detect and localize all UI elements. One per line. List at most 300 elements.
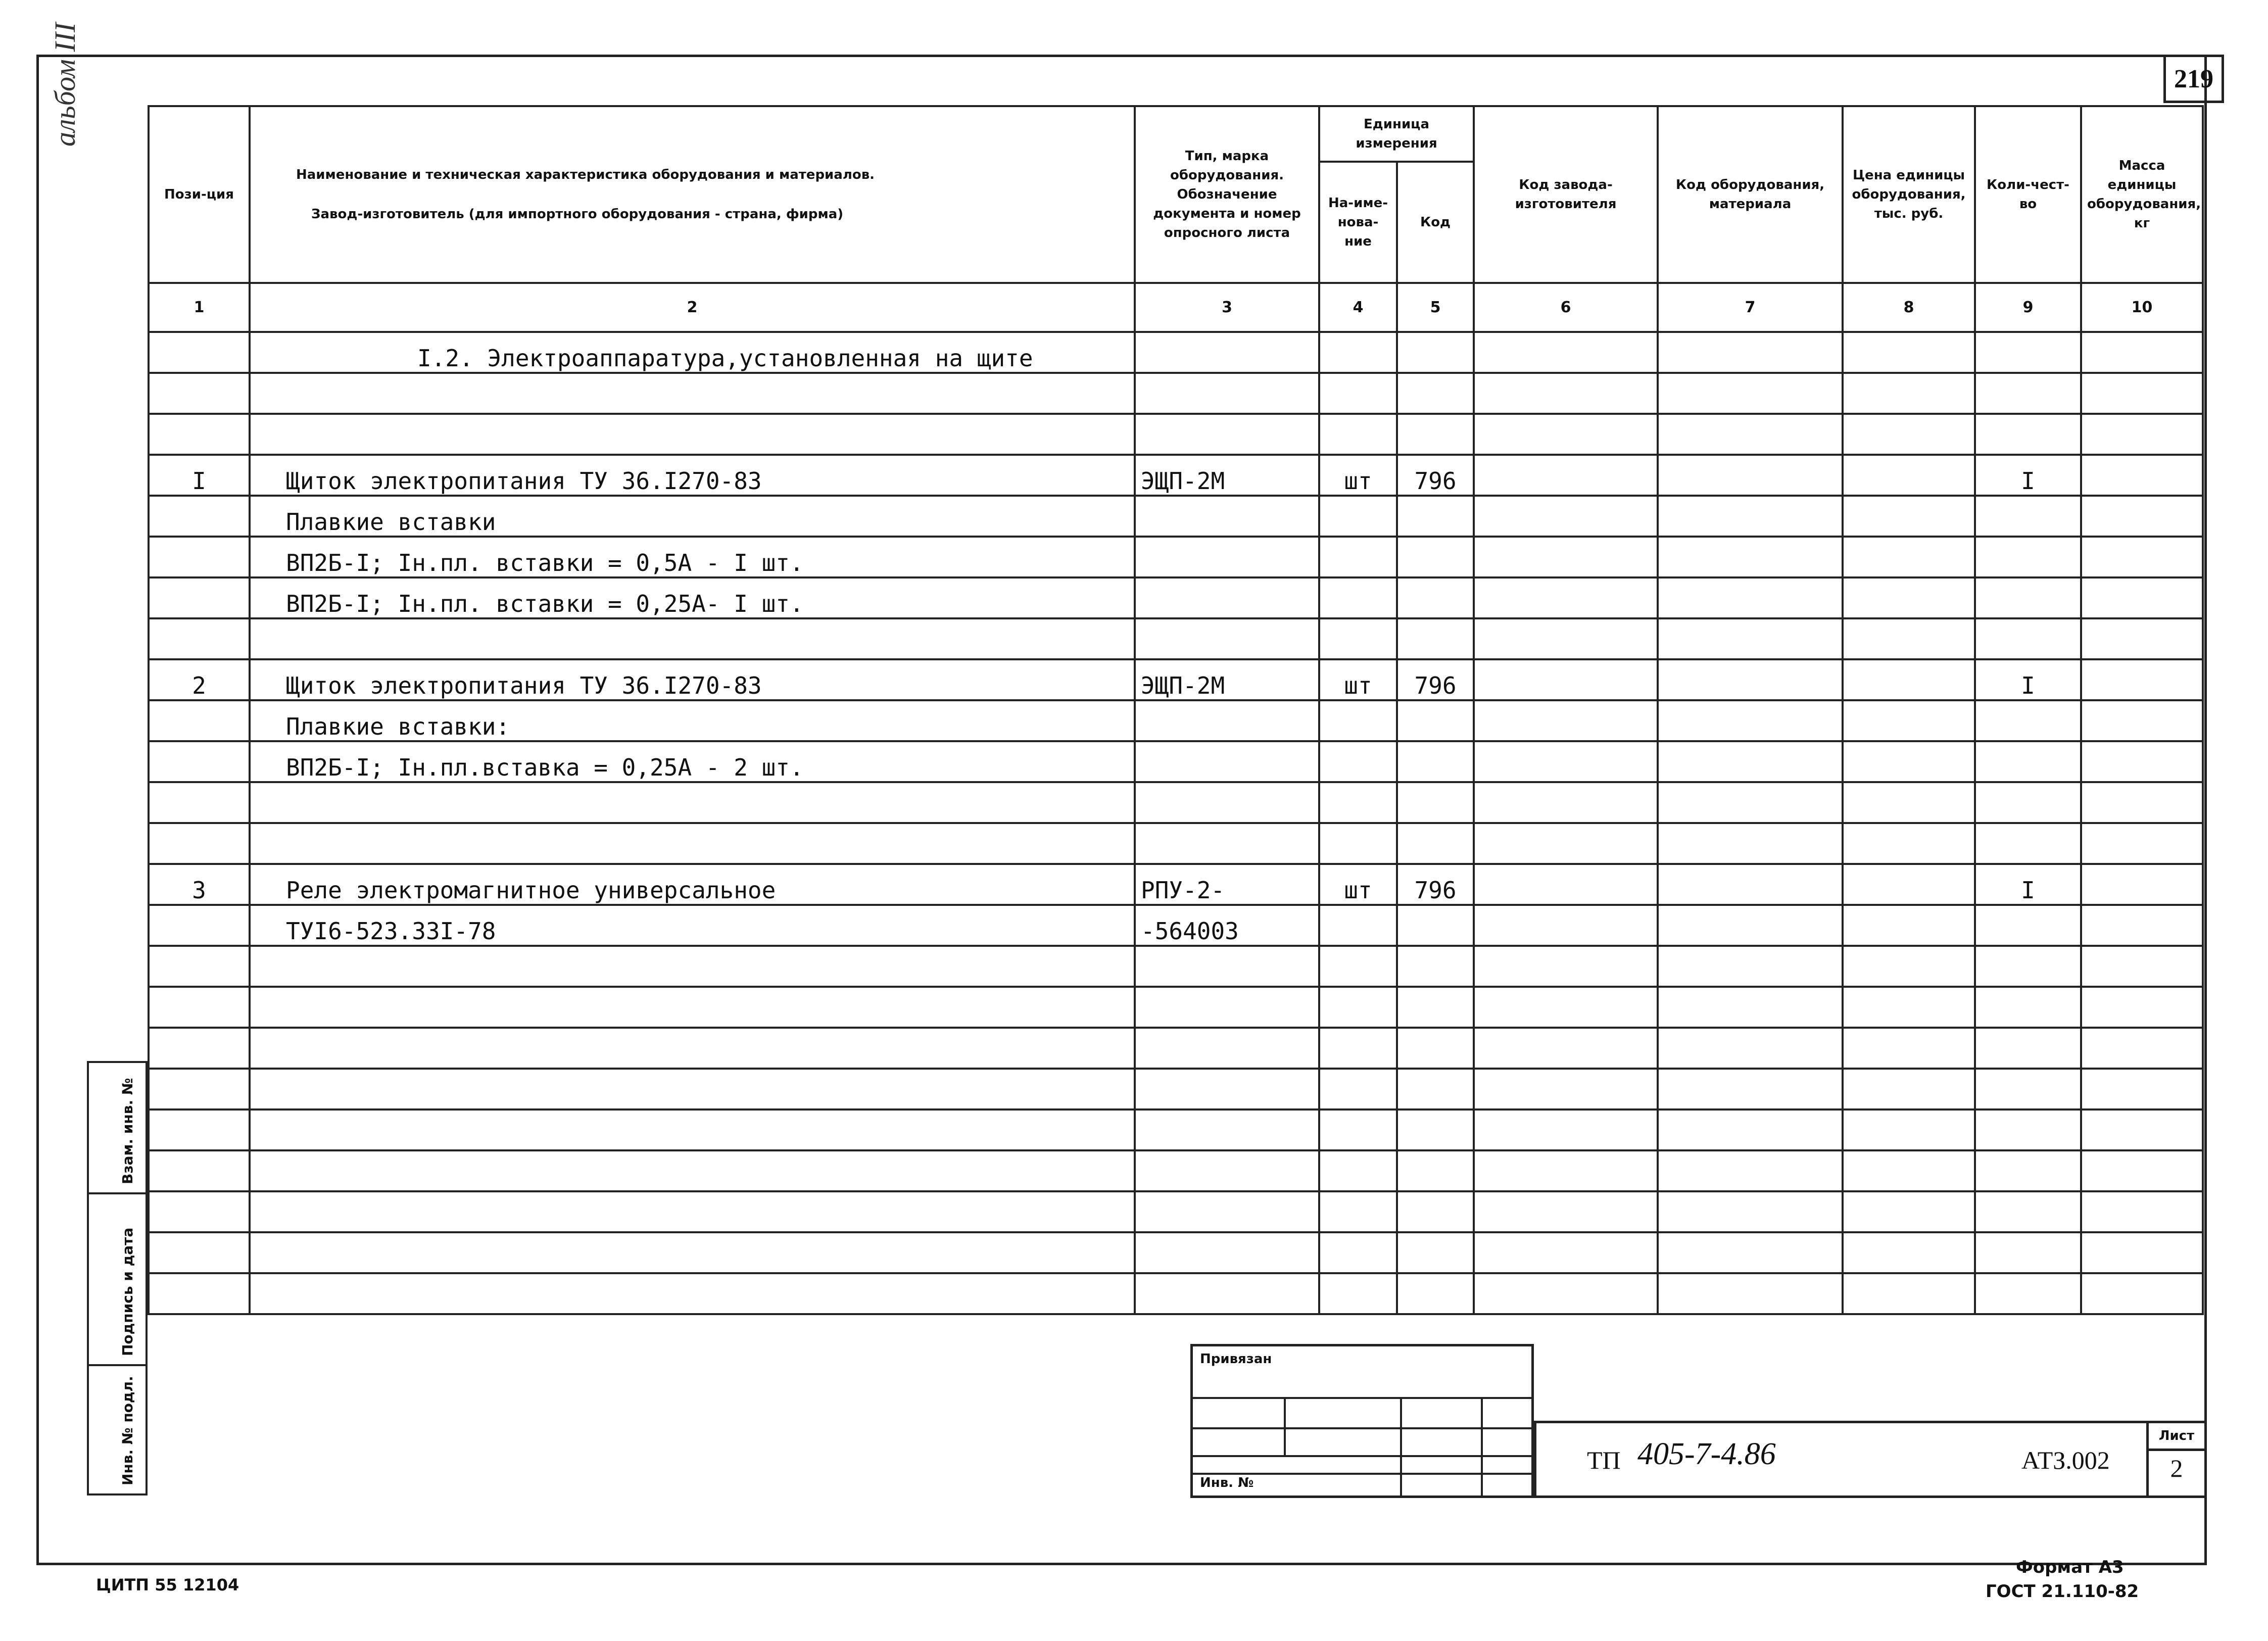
cell-type: -564003	[1135, 905, 1319, 946]
cell-position	[149, 905, 250, 946]
cell-mass	[2081, 741, 2203, 782]
cell-factory-code	[1474, 741, 1658, 782]
cell-unit-name	[1319, 618, 1397, 659]
cell-name	[250, 1191, 1135, 1232]
sheet-code: АТЗ.002	[2021, 1446, 2110, 1474]
cell-unit-code	[1397, 1150, 1474, 1191]
cell-name	[250, 414, 1135, 455]
cell-mass	[2081, 700, 2203, 741]
table-row	[149, 577, 2203, 618]
header-name	[250, 106, 1135, 283]
cell-factory-code	[1474, 618, 1658, 659]
cell-type	[1135, 577, 1319, 618]
cell-price	[1843, 741, 1975, 782]
cell-equipment-code	[1658, 1109, 1843, 1150]
table-row	[149, 741, 2203, 782]
cell-quantity	[1975, 1273, 2081, 1314]
cell-type	[1135, 946, 1319, 987]
cell-name	[250, 618, 1135, 659]
table-row	[149, 1028, 2203, 1069]
header-price: Цена единицы оборудования, тыс. руб.	[1843, 106, 1975, 283]
cell-unit-code: 796	[1397, 455, 1474, 496]
cell-mass	[2081, 782, 2203, 823]
cell-unit-code	[1397, 987, 1474, 1028]
cell-factory-code	[1474, 455, 1658, 496]
cell-unit-code	[1397, 823, 1474, 864]
cell-factory-code	[1474, 1069, 1658, 1109]
cell-unit-name: шт	[1319, 864, 1397, 905]
table-row	[149, 864, 2203, 905]
cell-factory-code	[1474, 373, 1658, 414]
cell-unit-name	[1319, 1109, 1397, 1150]
cell-type	[1135, 1028, 1319, 1069]
cell-unit-name	[1319, 905, 1397, 946]
side-label-signature: Подпись и дата	[119, 1227, 136, 1356]
cell-factory-code	[1474, 1273, 1658, 1314]
col-number: 4	[1319, 283, 1397, 332]
cell-unit-name	[1319, 823, 1397, 864]
cell-price	[1843, 659, 1975, 700]
cell-factory-code	[1474, 1028, 1658, 1069]
cell-name: Плавкие вставки:	[250, 700, 1135, 741]
cell-position	[149, 414, 250, 455]
cell-unit-code	[1397, 373, 1474, 414]
cell-type	[1135, 537, 1319, 577]
cell-unit-name: шт	[1319, 659, 1397, 700]
cell-price	[1843, 618, 1975, 659]
col-number: 8	[1843, 283, 1975, 332]
col-number: 6	[1474, 283, 1658, 332]
cell-price	[1843, 1069, 1975, 1109]
cell-unit-name	[1319, 700, 1397, 741]
cell-name	[250, 987, 1135, 1028]
cell-factory-code	[1474, 1191, 1658, 1232]
cell-price	[1843, 700, 1975, 741]
cell-mass	[2081, 1273, 2203, 1314]
col-number: 3	[1135, 283, 1319, 332]
cell-unit-code	[1397, 414, 1474, 455]
cell-name	[250, 1150, 1135, 1191]
cell-price	[1843, 1273, 1975, 1314]
cell-mass	[2081, 987, 2203, 1028]
cell-factory-code	[1474, 700, 1658, 741]
table-row	[149, 537, 2203, 577]
cell-unit-code: 796	[1397, 864, 1474, 905]
cell-equipment-code	[1658, 700, 1843, 741]
cell-position	[149, 618, 250, 659]
cell-position	[149, 1273, 250, 1314]
cell-equipment-code	[1658, 496, 1843, 537]
cell-unit-name	[1319, 782, 1397, 823]
cell-type	[1135, 823, 1319, 864]
sheet-number: 2	[2170, 1454, 2183, 1482]
cell-name	[250, 1232, 1135, 1273]
cell-unit-code: 796	[1397, 659, 1474, 700]
cell-equipment-code	[1658, 1028, 1843, 1069]
cell-type	[1135, 1069, 1319, 1109]
cell-quantity	[1975, 987, 2081, 1028]
cell-type	[1135, 741, 1319, 782]
cell-mass	[2081, 659, 2203, 700]
cell-unit-code	[1397, 905, 1474, 946]
cell-equipment-code	[1658, 1273, 1843, 1314]
cell-mass	[2081, 455, 2203, 496]
cell-mass	[2081, 618, 2203, 659]
cell-mass	[2081, 905, 2203, 946]
cell-unit-name: шт	[1319, 455, 1397, 496]
cell-price	[1843, 455, 1975, 496]
side-label-replacement: Взам. инв. №	[119, 1078, 136, 1184]
cell-quantity	[1975, 577, 2081, 618]
stamp-line	[1284, 1397, 1286, 1455]
cell-factory-code	[1474, 414, 1658, 455]
cell-unit-name	[1319, 373, 1397, 414]
cell-name: ВП2Б-I; Iн.пл. вставки = 0,25А- I шт.	[250, 577, 1135, 618]
col-number: 9	[1975, 283, 2081, 332]
cell-price	[1843, 1028, 1975, 1069]
col-number: 5	[1397, 283, 1474, 332]
cell-quantity	[1975, 373, 2081, 414]
cell-quantity	[1975, 823, 2081, 864]
cell-unit-code	[1397, 700, 1474, 741]
table-row	[149, 618, 2203, 659]
cell-unit-name	[1319, 414, 1397, 455]
table-row	[149, 1069, 2203, 1109]
cell-position	[149, 1232, 250, 1273]
cell-equipment-code	[1658, 741, 1843, 782]
cell-quantity	[1975, 741, 2081, 782]
cell-quantity	[1975, 700, 2081, 741]
cell-position	[149, 741, 250, 782]
cell-factory-code	[1474, 782, 1658, 823]
cell-name: Реле электромагнитное универсальное	[250, 864, 1135, 905]
cell-position	[149, 700, 250, 741]
cell-quantity	[1975, 496, 2081, 537]
table-row	[149, 373, 2203, 414]
cell-equipment-code	[1658, 1232, 1843, 1273]
cell-mass	[2081, 577, 2203, 618]
cell-position	[149, 577, 250, 618]
cell-name: Щиток электропитания ТУ 36.I270-83	[250, 455, 1135, 496]
cell-type	[1135, 1109, 1319, 1150]
table-row	[149, 700, 2203, 741]
cell-equipment-code	[1658, 618, 1843, 659]
cell-price	[1843, 577, 1975, 618]
cell-factory-code	[1474, 659, 1658, 700]
cell-equipment-code	[1658, 1191, 1843, 1232]
cell-equipment-code	[1658, 905, 1843, 946]
cell-mass	[2081, 1028, 2203, 1069]
cell-factory-code	[1474, 1109, 1658, 1150]
cell-unit-name	[1319, 1028, 1397, 1069]
footer-gost: ГОСТ 21.110-82	[1986, 1581, 2139, 1602]
footer-left-code: ЦИТП 55 12104	[96, 1575, 239, 1595]
cell-quantity: I	[1975, 659, 2081, 700]
cell-quantity	[1975, 1232, 2081, 1273]
cell-equipment-code	[1658, 414, 1843, 455]
cell-mass	[2081, 1109, 2203, 1150]
cell-factory-code	[1474, 496, 1658, 537]
cell-type	[1135, 700, 1319, 741]
cell-mass	[2081, 1150, 2203, 1191]
cell-unit-name	[1319, 537, 1397, 577]
cell-equipment-code	[1658, 946, 1843, 987]
cell-unit-name	[1319, 1232, 1397, 1273]
cell-equipment-code	[1658, 373, 1843, 414]
cell-unit-name	[1319, 577, 1397, 618]
cell-type	[1135, 1150, 1319, 1191]
cell-equipment-code	[1658, 823, 1843, 864]
header-type: Тип, марка оборудования. Обозначение документа и номер опросного листа	[1135, 106, 1319, 283]
cell-equipment-code	[1658, 537, 1843, 577]
cell-type	[1135, 1273, 1319, 1314]
cell-position	[149, 946, 250, 987]
cell-factory-code	[1474, 1232, 1658, 1273]
cell-position: 3	[149, 864, 250, 905]
side-cell	[89, 1194, 146, 1366]
col-number: 2	[250, 283, 1135, 332]
cell-price	[1843, 496, 1975, 537]
cell-mass	[2081, 864, 2203, 905]
title-block	[1534, 1421, 2207, 1498]
cell-equipment-code	[1658, 455, 1843, 496]
cell-name: ТУI6-523.33I-78	[250, 905, 1135, 946]
side-label-inventory: Инв. № подл.	[119, 1376, 136, 1485]
table-row	[149, 946, 2203, 987]
cell-unit-code	[1397, 537, 1474, 577]
cell-price	[1843, 823, 1975, 864]
cell-factory-code	[1474, 537, 1658, 577]
cell-quantity	[1975, 618, 2081, 659]
col-number: 1	[149, 283, 250, 332]
cell-type	[1135, 1232, 1319, 1273]
cell-position	[149, 373, 250, 414]
cell-price	[1843, 1232, 1975, 1273]
cell-unit-name	[1319, 1150, 1397, 1191]
cell-quantity	[1975, 946, 2081, 987]
cell-mass	[2081, 1191, 2203, 1232]
page-number: 219	[2163, 55, 2224, 103]
cell-type	[1135, 373, 1319, 414]
cell-type	[1135, 414, 1319, 455]
table-row	[149, 1109, 2203, 1150]
cell-price	[1843, 1150, 1975, 1191]
inventory-label: Инв. №	[1200, 1475, 1254, 1490]
header-unit-name: На-име-нова-ние	[1319, 162, 1397, 283]
cell-unit-name	[1319, 946, 1397, 987]
cell-factory-code	[1474, 1150, 1658, 1191]
table-row	[149, 1150, 2203, 1191]
cell-factory-code	[1474, 577, 1658, 618]
cell-factory-code	[1474, 864, 1658, 905]
table-row	[149, 455, 2203, 496]
cell-quantity	[1975, 1028, 2081, 1069]
cell-unit-code	[1397, 618, 1474, 659]
cell-name: Щиток электропитания ТУ 36.I270-83	[250, 659, 1135, 700]
stamp-line	[1400, 1397, 1402, 1498]
handwritten-album-note: альбом III	[49, 22, 81, 147]
cell-unit-name	[1319, 987, 1397, 1028]
cell-quantity: I	[1975, 455, 2081, 496]
cell-equipment-code	[1658, 782, 1843, 823]
cell-name	[250, 1273, 1135, 1314]
cell-price	[1843, 782, 1975, 823]
col-number: 10	[2081, 283, 2203, 332]
header-name-line2: Завод-изготовитель (для импортного оборудования - страна, фирма)	[311, 207, 844, 222]
cell-quantity	[1975, 905, 2081, 946]
cell-type	[1135, 782, 1319, 823]
table-row	[149, 987, 2203, 1028]
cell-unit-code	[1397, 1109, 1474, 1150]
cell-position	[149, 537, 250, 577]
cell-position	[149, 987, 250, 1028]
cell-price	[1843, 373, 1975, 414]
cell-type	[1135, 1191, 1319, 1232]
cell-name	[250, 782, 1135, 823]
cell-position	[149, 1191, 250, 1232]
cell-unit-code	[1397, 1273, 1474, 1314]
approval-side-strip	[87, 1061, 148, 1495]
cell-position	[149, 1150, 250, 1191]
cell-position: I	[149, 455, 250, 496]
table-row	[149, 659, 2203, 700]
cell-name	[250, 823, 1135, 864]
cell-equipment-code	[1658, 987, 1843, 1028]
cell-quantity	[1975, 782, 2081, 823]
header-unit-code: Код	[1397, 162, 1474, 283]
cell-price	[1843, 414, 1975, 455]
title-code: ТП	[1587, 1446, 1621, 1474]
cell-mass	[2081, 537, 2203, 577]
cell-unit-code	[1397, 1191, 1474, 1232]
side-cell	[89, 1063, 146, 1194]
col-number: 7	[1658, 283, 1843, 332]
cell-quantity: I	[1975, 864, 2081, 905]
cell-quantity	[1975, 414, 2081, 455]
table-row	[149, 496, 2203, 537]
cell-mass	[2081, 1232, 2203, 1273]
cell-unit-name	[1319, 496, 1397, 537]
cell-name	[250, 373, 1135, 414]
cell-name	[250, 1069, 1135, 1109]
cell-mass	[2081, 414, 2203, 455]
cell-price	[1843, 537, 1975, 577]
cell-quantity	[1975, 1150, 2081, 1191]
stamp-line	[1481, 1397, 1483, 1498]
header-unit: Единица измерения	[1319, 106, 1474, 162]
cell-factory-code	[1474, 987, 1658, 1028]
cell-name: Плавкие вставки	[250, 496, 1135, 537]
cell-unit-code	[1397, 741, 1474, 782]
cell-factory-code	[1474, 905, 1658, 946]
cell-unit-code	[1397, 782, 1474, 823]
cell-quantity	[1975, 537, 2081, 577]
cell-unit-code	[1397, 1232, 1474, 1273]
header-position: Пози-ция	[149, 106, 250, 283]
cell-unit-code	[1397, 1028, 1474, 1069]
cell-unit-name	[1319, 1069, 1397, 1109]
header-factory-code: Код завода-изготовителя	[1474, 106, 1658, 283]
cell-type: РПУ-2-	[1135, 864, 1319, 905]
cell-name	[250, 1028, 1135, 1069]
cell-factory-code	[1474, 946, 1658, 987]
cell-price	[1843, 864, 1975, 905]
cell-equipment-code	[1658, 1069, 1843, 1109]
side-cell	[89, 1366, 146, 1495]
cell-type	[1135, 618, 1319, 659]
cell-mass	[2081, 1069, 2203, 1109]
cell-position: 2	[149, 659, 250, 700]
cell-quantity	[1975, 1069, 2081, 1109]
table-row	[149, 1232, 2203, 1273]
binding-stamp	[1190, 1344, 1534, 1498]
stamp-title: Привязан	[1200, 1352, 1272, 1367]
cell-name: ВП2Б-I; Iн.пл.вставка = 0,25А - 2 шт.	[250, 741, 1135, 782]
cell-position	[149, 1109, 250, 1150]
cell-mass	[2081, 373, 2203, 414]
cell-position	[149, 496, 250, 537]
header-name-line1: Наименование и техническая характеристика оборудования и материалов.	[296, 167, 875, 182]
cell-factory-code	[1474, 823, 1658, 864]
header-equipment-code: Код оборудования, материала	[1658, 106, 1843, 283]
specification-table	[148, 105, 2204, 1315]
table-row	[149, 1191, 2203, 1232]
cell-unit-name	[1319, 1191, 1397, 1232]
cell-unit-name	[1319, 741, 1397, 782]
table-row	[149, 414, 2203, 455]
cell-name	[250, 946, 1135, 987]
section-title: I.2. Электроаппаратура,установленная на щите	[250, 332, 1135, 373]
cell-price	[1843, 1191, 1975, 1232]
header-mass: Масса единицы оборудования, кг	[2081, 106, 2203, 283]
sheet-box	[2146, 1423, 2204, 1495]
cell-type: ЭЩП-2М	[1135, 659, 1319, 700]
table-row	[149, 905, 2203, 946]
cell-equipment-code	[1658, 1150, 1843, 1191]
cell-position	[149, 823, 250, 864]
cell-unit-code	[1397, 946, 1474, 987]
cell-type: ЭЩП-2М	[1135, 455, 1319, 496]
cell-price	[1843, 946, 1975, 987]
cell-position	[149, 1069, 250, 1109]
cell-mass	[2081, 946, 2203, 987]
cell-quantity	[1975, 1191, 2081, 1232]
cell-unit-code	[1397, 577, 1474, 618]
cell-equipment-code	[1658, 864, 1843, 905]
cell-mass	[2081, 823, 2203, 864]
sheet-label: Лист	[2149, 1423, 2204, 1451]
cell-type	[1135, 987, 1319, 1028]
cell-quantity	[1975, 1109, 2081, 1150]
cell-equipment-code	[1658, 659, 1843, 700]
cell-position	[149, 1028, 250, 1069]
cell-price	[1843, 987, 1975, 1028]
cell-unit-name	[1319, 1273, 1397, 1314]
cell-name	[250, 1109, 1135, 1150]
header-quantity: Коли-чест-во	[1975, 106, 2081, 283]
table-row	[149, 823, 2203, 864]
cell-type	[1135, 496, 1319, 537]
cell-price	[1843, 905, 1975, 946]
section-row	[149, 332, 2203, 373]
table-row	[149, 1273, 2203, 1314]
footer-format: Формат А3	[2016, 1557, 2124, 1577]
cell-position	[149, 782, 250, 823]
cell-mass	[2081, 496, 2203, 537]
cell-unit-code	[1397, 1069, 1474, 1109]
table-row	[149, 782, 2203, 823]
title-handwritten-number: 405-7-4.86	[1637, 1437, 1776, 1471]
